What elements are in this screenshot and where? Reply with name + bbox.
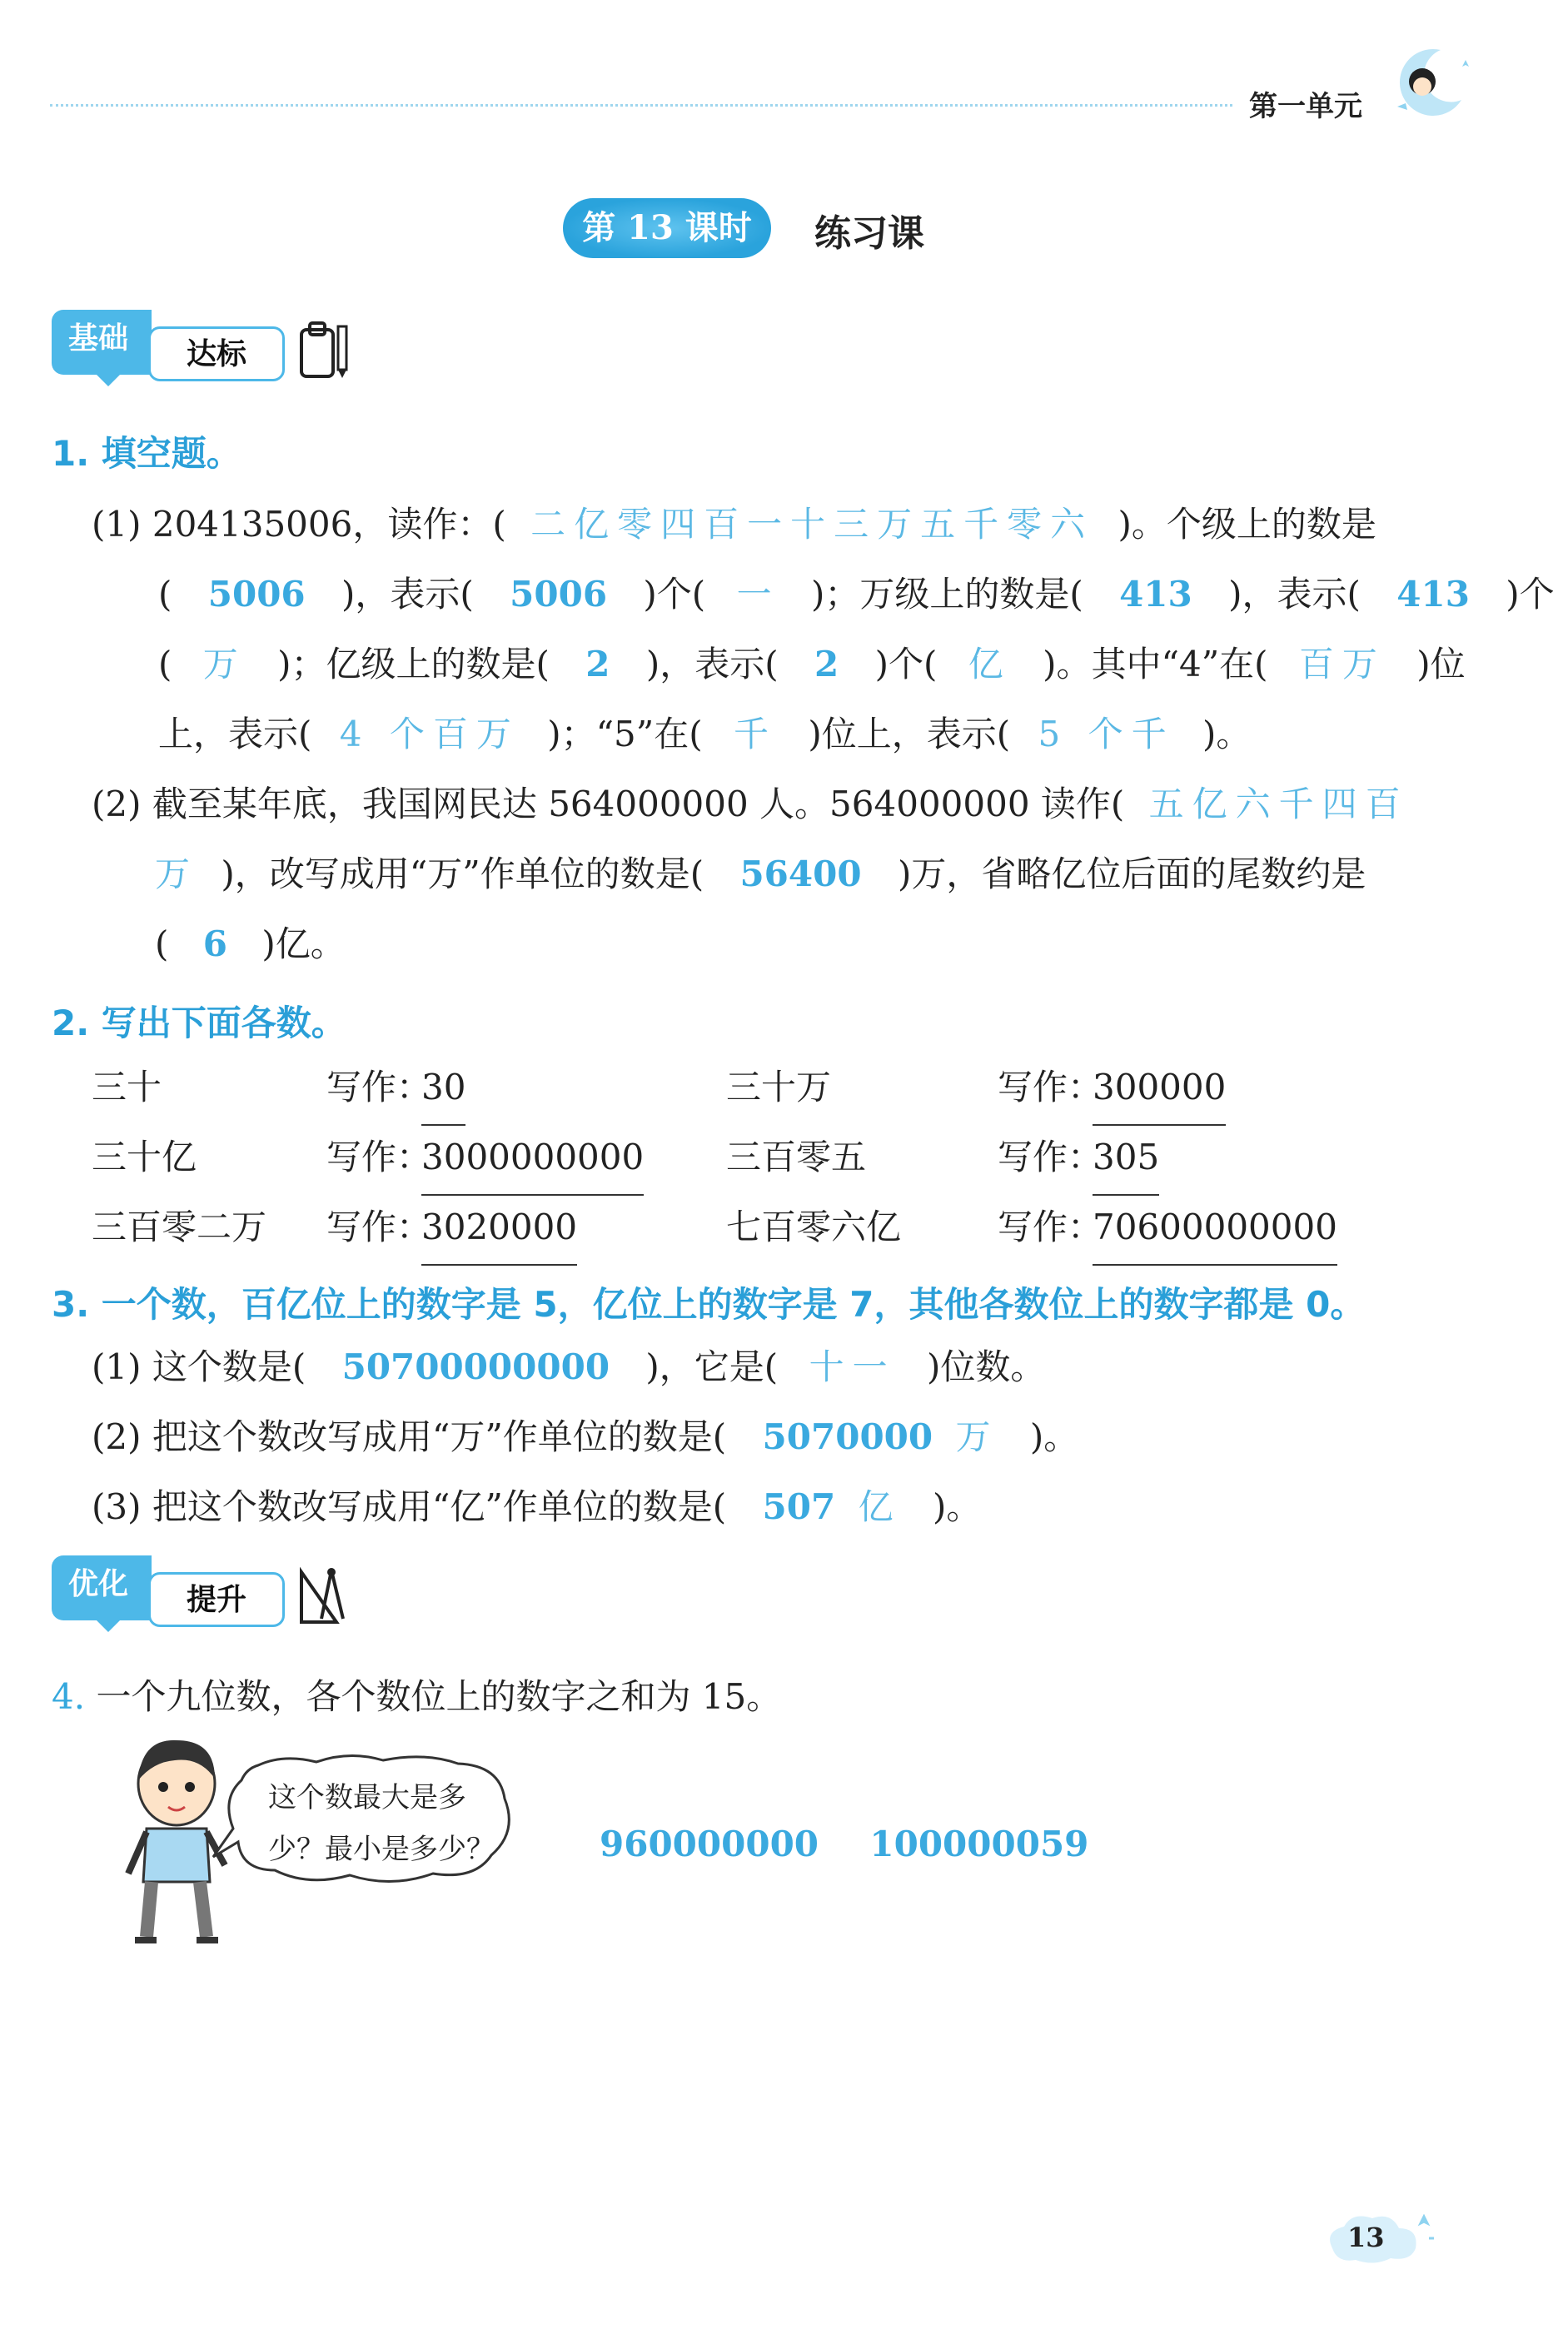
- q2-label: 写作：: [326, 1207, 432, 1247]
- ruler-compass-icon: [298, 1564, 351, 1627]
- question-3-title: 3. 一个数，百亿位上的数字是 5，亿位上的数字是 7，其他各数位上的数字都是 0。: [52, 1284, 1366, 1325]
- lesson-tag: 第 13 课时: [563, 198, 771, 258]
- q1p2-text: )亿。: [261, 923, 346, 964]
- q1p1-text: )。: [1202, 714, 1252, 754]
- q1p1-answer-yi: 2: [585, 644, 610, 684]
- q3-part3: [92, 1472, 981, 1542]
- q1p1-text: )个(: [643, 574, 706, 615]
- header-dotted-rule: [50, 104, 1232, 107]
- q3-answer-yi-unit: 亿: [858, 1486, 902, 1527]
- moon-girl-icon: [1382, 33, 1474, 125]
- q4-number: 4.: [52, 1676, 86, 1717]
- q2-value: 70600000000: [1093, 1192, 1337, 1266]
- q4-answer-min: 100000059: [869, 1824, 1089, 1864]
- q1p1-text: )位上，表示(: [808, 714, 1011, 754]
- q4-answer-max: 960000000: [600, 1824, 819, 1864]
- q1p2-answer-wan: 56400: [739, 853, 862, 894]
- q3-text: (3) 把这个数改写成用“亿”作单位的数是(: [92, 1486, 727, 1527]
- q3-text: )，它是(: [645, 1346, 779, 1387]
- q1p1-answer-wanu: 万: [202, 644, 246, 684]
- page-number: 13: [1347, 2222, 1385, 2253]
- section-badge-part2: 达标: [148, 326, 285, 381]
- section-badge-tail: [95, 373, 122, 386]
- q1p1-answer-ge2: 5006: [510, 574, 608, 615]
- q1p1-text: )；亿级上的数是(: [277, 644, 550, 684]
- q2-row-1: [0, 1053, 1568, 1122]
- q3-answer-number: 50700000000: [341, 1346, 610, 1387]
- q3-text: )位数。: [926, 1346, 1046, 1387]
- q1p1-text: )，表示(: [645, 644, 779, 684]
- q1p1-answer-ge: 5006: [207, 574, 306, 615]
- section-badge-part1: 基础: [52, 310, 152, 375]
- question-4: [52, 1662, 781, 1732]
- lesson-name: 练习课: [814, 212, 924, 255]
- unit-title: 第一单元: [1249, 90, 1362, 123]
- q4-answers: [600, 1824, 1088, 1864]
- bubble-text: 这个数最大是多少？最小是多少？: [268, 1781, 495, 1866]
- q1p1-answer-yiu: 亿: [968, 644, 1012, 684]
- q3-text: (2) 把这个数改写成用“万”作单位的数是(: [92, 1416, 727, 1457]
- q2-row-2: [0, 1122, 1568, 1192]
- section-badge-part2: 提升: [148, 1572, 285, 1627]
- q1-part2-line3: [155, 909, 346, 979]
- q1p1-answer-read: 二亿零四百一十三万五千零六: [530, 504, 1094, 545]
- question-2-title: 2. 写出下面各数。: [52, 1003, 346, 1043]
- q1-part1-line3: [158, 630, 1466, 699]
- q2-word: 三十亿: [92, 1137, 197, 1177]
- q3-answer-yi: 507: [762, 1486, 836, 1527]
- q1p1-text: )，表示(: [1228, 574, 1361, 615]
- q1p1-text: (: [158, 574, 172, 615]
- q1p2-answer-yi: 6: [202, 923, 227, 964]
- q1p1-text: )个: [1506, 574, 1555, 615]
- q2-label: 写作：: [326, 1067, 432, 1107]
- q1p1-text: (1) 204135006，读作：(: [92, 504, 506, 545]
- q1p1-answer-yi2: 2: [814, 644, 839, 684]
- q2-word: 三十: [92, 1067, 162, 1107]
- q3-part2: [92, 1402, 1078, 1472]
- q1p1-answer-wan2: 413: [1396, 574, 1470, 615]
- q2-label: 写作：: [998, 1137, 1103, 1177]
- q2-word: 七百零六亿: [726, 1207, 902, 1247]
- q1p1-text: )。其中“4”在(: [1043, 644, 1268, 684]
- question-1-title: 1. 填空题。: [52, 433, 241, 474]
- q3-answer-wan-unit: 万: [955, 1416, 999, 1457]
- q1p2-text: (2) 截至某年底，我国网民达 564000000 人。564000000 读作(: [92, 784, 1125, 824]
- q2-value: 3000000000: [421, 1122, 644, 1196]
- q1p1-text: )，表示(: [341, 574, 474, 615]
- q1p1-answer-mean5: 5 个千: [1038, 714, 1175, 754]
- q1-part2-line1: [92, 769, 1409, 839]
- q4-text: 一个九位数，各个数位上的数字之和为 15。: [96, 1676, 782, 1717]
- q3-text: (1) 这个数是(: [92, 1346, 306, 1387]
- q1-part1-line4: [158, 699, 1251, 769]
- q3-text: )。: [932, 1486, 982, 1527]
- section-badge-part1: 优化: [52, 1555, 152, 1620]
- q1p1-answer-pos5: 千: [733, 714, 777, 754]
- q1p1-text: 上，表示(: [158, 714, 312, 754]
- q1p1-text: )个(: [874, 644, 938, 684]
- q2-value: 300000: [1093, 1053, 1226, 1126]
- q1p2-text: (: [155, 923, 169, 964]
- q1p1-text: )位: [1416, 644, 1466, 684]
- q2-label: 写作：: [326, 1137, 432, 1177]
- q1p1-answer-mean4: 4 个百万: [339, 714, 520, 754]
- clipboard-pencil-icon: [298, 318, 351, 381]
- q2-value: 30: [421, 1053, 465, 1126]
- q1p2-answer-read2: 万: [155, 853, 199, 894]
- q2-row-3: [0, 1192, 1568, 1262]
- q1p1-answer-one: 一: [736, 574, 780, 615]
- section-badge-tail: [95, 1619, 122, 1632]
- q2-label: 写作：: [998, 1207, 1103, 1247]
- q3-answer-wan: 5070000: [762, 1416, 933, 1457]
- q2-value: 3020000: [421, 1192, 577, 1266]
- q2-word: 三十万: [726, 1067, 832, 1107]
- q3-part1: [92, 1332, 1045, 1402]
- q1p1-text: )；“5”在(: [547, 714, 703, 754]
- q1p2-text: )万，省略亿位后面的尾数约是: [897, 853, 1366, 894]
- q1p2-answer-read1: 五亿六千四百: [1148, 784, 1409, 824]
- q3-text: )。: [1029, 1416, 1079, 1457]
- q1-part2-line2: [155, 839, 1366, 909]
- q2-value: 305: [1093, 1122, 1159, 1196]
- q2-label: 写作：: [998, 1067, 1103, 1107]
- q1p1-text: )；万级上的数是(: [810, 574, 1083, 615]
- q2-word: 三百零二万: [92, 1207, 267, 1247]
- q1p1-answer-wan: 413: [1119, 574, 1192, 615]
- q1-part1-line2: [158, 560, 1555, 630]
- q3-answer-digits: 十一: [809, 1346, 896, 1387]
- q1p1-text: )。个级上的数是: [1118, 504, 1376, 545]
- q1p1-text: (: [158, 644, 172, 684]
- q1p1-answer-pos4: 百万: [1298, 644, 1386, 684]
- q1-part1-line1: [92, 490, 1376, 560]
- q1p2-text: )，改写成用“万”作单位的数是(: [221, 853, 704, 894]
- q2-word: 三百零五: [726, 1137, 867, 1177]
